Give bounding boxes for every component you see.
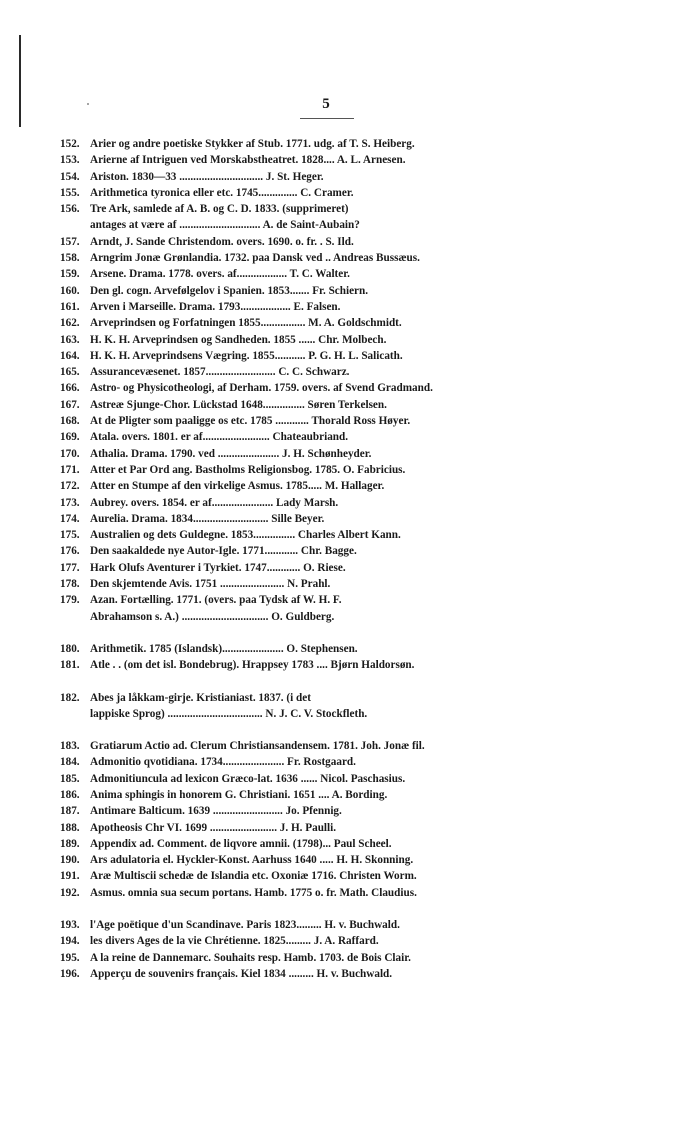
entry-continuation: lappiske Sprog) .................................. N. J. C. V. Stockfleth. [90,707,368,720]
entry-number: 189. [60,837,80,850]
entry-text: Arndt, J. Sande Christendom. overs. 1690. o. fr. . S. Ild. [90,235,354,248]
entry-number: 171. [60,463,80,476]
entry-number: 170. [60,447,80,460]
entry-text: Apotheosis Chr VI. 1699 ........................ J. H. Paulli. [90,821,337,834]
entry-number: 167. [60,398,80,411]
catalogue-entry [60,836,620,852]
entry-text: H. K. H. Arveprindsen og Sandheden. 1855 ...... Chr. Molbech. [90,333,387,346]
entry-text: Astreæ Sjunge-Chor. Lückstad 1648............... Søren Terkelsen. [90,398,387,411]
catalogue-entry [60,169,620,185]
catalogue-entry [60,527,620,543]
entry-text: Arven i Marseille. Drama. 1793.................. E. Falsen. [90,300,341,313]
entry-number: 187. [60,805,80,818]
catalogue-entry [60,152,620,168]
entry-number: 164. [60,349,80,362]
catalogue-entry [60,185,620,201]
entry-text: Atle . . (om det isl. Bondebrug). Hrappsey 1783 .... Bjørn Haldorsøn. [90,659,415,672]
catalogue-entry [60,576,620,592]
entry-number: 178. [60,578,80,591]
catalogue-entry [60,462,620,478]
catalogue-entry [60,364,620,380]
entry-text: A la reine de Dannemarc. Souhaits resp. Hamb. 1703. de Bois Clair. [90,951,411,964]
catalogue-entry [60,315,620,331]
catalogue-entry [60,966,620,982]
entry-number: 173. [60,496,80,509]
entry-text: Atter en Stumpe af den virkelige Asmus. 1785..... M. Hallager. [90,480,385,493]
entry-text: Admonitiuncula ad lexicon Græco-lat. 1636 ...... Nicol. Paschasius. [90,772,406,785]
entry-number: 156. [60,203,80,216]
catalogue-entry [60,738,620,754]
catalogue-entry [60,852,620,868]
entry-number: 162. [60,317,80,330]
entry-number: 193. [60,919,80,932]
group-gap [60,625,620,641]
catalogue-entry [60,754,620,770]
entry-text: Arithmetik. 1785 (Islandsk)...................... O. Stephensen. [90,642,358,655]
catalogue-entry [60,234,620,250]
entry-number: 196. [60,967,80,980]
catalogue-entry [60,933,620,949]
catalogue-entries [60,136,620,982]
catalogue-entry [60,560,620,576]
entry-number: 182. [60,691,80,704]
catalogue-entry [60,429,620,445]
catalogue-entry [60,348,620,364]
group-gap [60,901,620,917]
entry-text: Assurancevæsenet. 1857......................... C. C. Schwarz. [90,366,350,379]
catalogue-entry [60,250,620,266]
page-number-underline [300,118,354,119]
entry-number: 191. [60,870,80,883]
entry-number: 161. [60,300,80,313]
entry-text: Abes ja låkkam-girje. Kristianiast. 1837. (i det [90,691,311,704]
entry-number: 166. [60,382,80,395]
entry-text: Appendix ad. Comment. de liqvore amnii. (1798)... Paul Scheel. [90,837,392,850]
catalogue-entry [60,885,620,901]
entry-text: Atter et Par Ord ang. Bastholms Religionsbog. 1785. O. Fabricius. [90,463,406,476]
entry-text: Antimare Balticum. 1639 ......................... Jo. Pfennig. [90,805,342,818]
catalogue-entry [60,592,620,608]
entry-number: 175. [60,529,80,542]
entry-number: 172. [60,480,80,493]
entry-text: Aræ Multiscii schedæ de Islandia etc. Oxoniæ 1716. Christen Worm. [90,870,417,883]
entry-number: 177. [60,561,80,574]
catalogue-entry [60,803,620,819]
entry-number: 174. [60,512,80,525]
entry-continuation: Abrahamson s. A.) ............................... O. Guldberg. [90,610,335,623]
catalogue-entry [60,641,620,657]
entry-text: H. K. H. Arveprindsens Vægring. 1855........... P. G. H. L. Salicath. [90,349,403,362]
catalogue-entry [60,771,620,787]
catalogue-entry [60,332,620,348]
entry-text: Azan. Fortælling. 1771. (overs. paa Tydsk af W. H. F. [90,594,342,607]
entry-text: Den saakaldede nye Autor-Igle. 1771............ Chr. Bagge. [90,545,357,558]
catalogue-entry [60,543,620,559]
entry-number: 176. [60,545,80,558]
catalogue-entry [60,478,620,494]
entry-text: Den gl. cogn. Arvefølgelov i Spanien. 1853....... Fr. Schiern. [90,284,369,297]
entry-text: Astro- og Physicotheologi, af Derham. 1759. overs. af Svend Gradmand. [90,382,433,395]
entry-number: 153. [60,154,80,167]
entry-text: Arierne af Intriguen ved Morskabstheatret. 1828.... A. L. Arnesen. [90,154,406,167]
entry-number: 155. [60,186,80,199]
entry-text: Ars adulatoria el. Hyckler-Konst. Aarhuss 1640 ..... H. H. Skonning. [90,854,414,867]
entry-number: 152. [60,138,80,150]
entry-number: 154. [60,170,80,183]
entry-number: 180. [60,642,80,655]
entry-number: 184. [60,756,80,769]
entry-text: Arsene. Drama. 1778. overs. af.................. T. C. Walter. [90,268,350,281]
entry-text: At de Pligter som paaligge os etc. 1785 ............ Thorald Ross Høyer. [90,415,411,428]
entry-text: Gratiarum Actio ad. Clerum Christiansandensem. 1781. Joh. Jonæ fil. [90,740,425,753]
entry-number: 194. [60,935,80,948]
entry-number: 195. [60,951,80,964]
catalogue-entry [60,950,620,966]
entry-number: 190. [60,854,80,867]
entry-number: 183. [60,740,80,753]
entry-text: Arithmetica tyronica eller etc. 1745.............. C. Cramer. [90,186,354,199]
entry-text: Arveprindsen og Forfatningen 1855................ M. A. Goldschmidt. [90,317,402,330]
catalogue-entry [60,446,620,462]
group-gap [60,722,620,738]
entry-text: l'Age poëtique d'un Scandinave. Paris 1823......... H. v. Buchwald. [90,919,400,932]
entry-number: 163. [60,333,80,346]
catalogue-entry [60,136,620,152]
entry-number: 186. [60,788,80,801]
entry-text: Apperçu de souvenirs français. Kiel 1834 ......... H. v. Buchwald. [90,967,393,980]
entry-number: 158. [60,252,80,265]
entry-number: 181. [60,659,80,672]
catalogue-entry [60,413,620,429]
entry-text: Hark Olufs Aventurer i Tyrkiet. 1747............ O. Riese. [90,561,346,574]
catalogue-entry [60,657,620,673]
entry-number: 165. [60,366,80,379]
group-gap [60,674,620,690]
catalogue-entry [60,917,620,933]
entry-number: 179. [60,594,80,607]
catalogue-entry [60,380,620,396]
entry-text: Anima sphingis in honorem G. Christiani. 1651 .... A. Bording. [90,788,388,801]
catalogue-entry [60,690,620,706]
entry-text: Atala. overs. 1801. er af........................ Chateaubriand. [90,431,349,444]
entry-text: Arier og andre poetiske Stykker af Stub. 1771. udg. af T. S. Heiberg. [90,138,415,150]
catalogue-entry [60,299,620,315]
entry-text: Arngrim Jonæ Grønlandia. 1732. paa Dansk ved .. Andreas Bussæus. [90,252,420,265]
entry-number: 185. [60,772,80,785]
page-number: 5 [322,96,330,112]
catalogue-entry [60,283,620,299]
catalogue-entry [60,820,620,836]
catalogue-entry [60,397,620,413]
entry-text: Aurelia. Drama. 1834........................... Sille Beyer. [90,512,325,525]
entry-text: les divers Ages de la vie Chrétienne. 1825......... J. A. Raffard. [90,935,379,948]
entry-text: Aubrey. overs. 1854. er af...................... Lady Marsh. [90,496,339,509]
entry-continuation: antages at være af ............................. A. de Saint-Aubain? [90,219,360,232]
entry-text: Tre Ark, samlede af A. B. og C. D. 1833. (supprimeret) [90,203,349,216]
entry-text: Australien og dets Guldegne. 1853............... Charles Albert Kann. [90,529,401,542]
catalogue-entry [60,787,620,803]
catalogue-entry [60,511,620,527]
entry-number: 159. [60,268,80,281]
catalogue-entry [60,266,620,282]
catalogue-entry [60,868,620,884]
entry-number: 188. [60,821,80,834]
entry-text: Ariston. 1830—33 .............................. J. St. Heger. [90,170,324,183]
entry-number: 160. [60,284,80,297]
catalogue-entry [60,201,620,217]
entry-text: Den skjemtende Avis. 1751 ....................... N. Prahl. [90,578,331,591]
entry-text: Athalia. Drama. 1790. ved ...................... J. H. Schønheyder. [90,447,372,460]
entry-number: 168. [60,415,80,428]
entry-number: 169. [60,431,80,444]
margin-rule [19,35,21,127]
entry-number: 192. [60,886,80,899]
entry-text: Asmus. omnia sua secum portans. Hamb. 1775 o. fr. Math. Claudius. [90,886,417,899]
entry-number: 157. [60,235,80,248]
catalogue-entry [60,495,620,511]
entry-text: Admonitio qvotidiana. 1734...................... Fr. Rostgaard. [90,756,356,769]
